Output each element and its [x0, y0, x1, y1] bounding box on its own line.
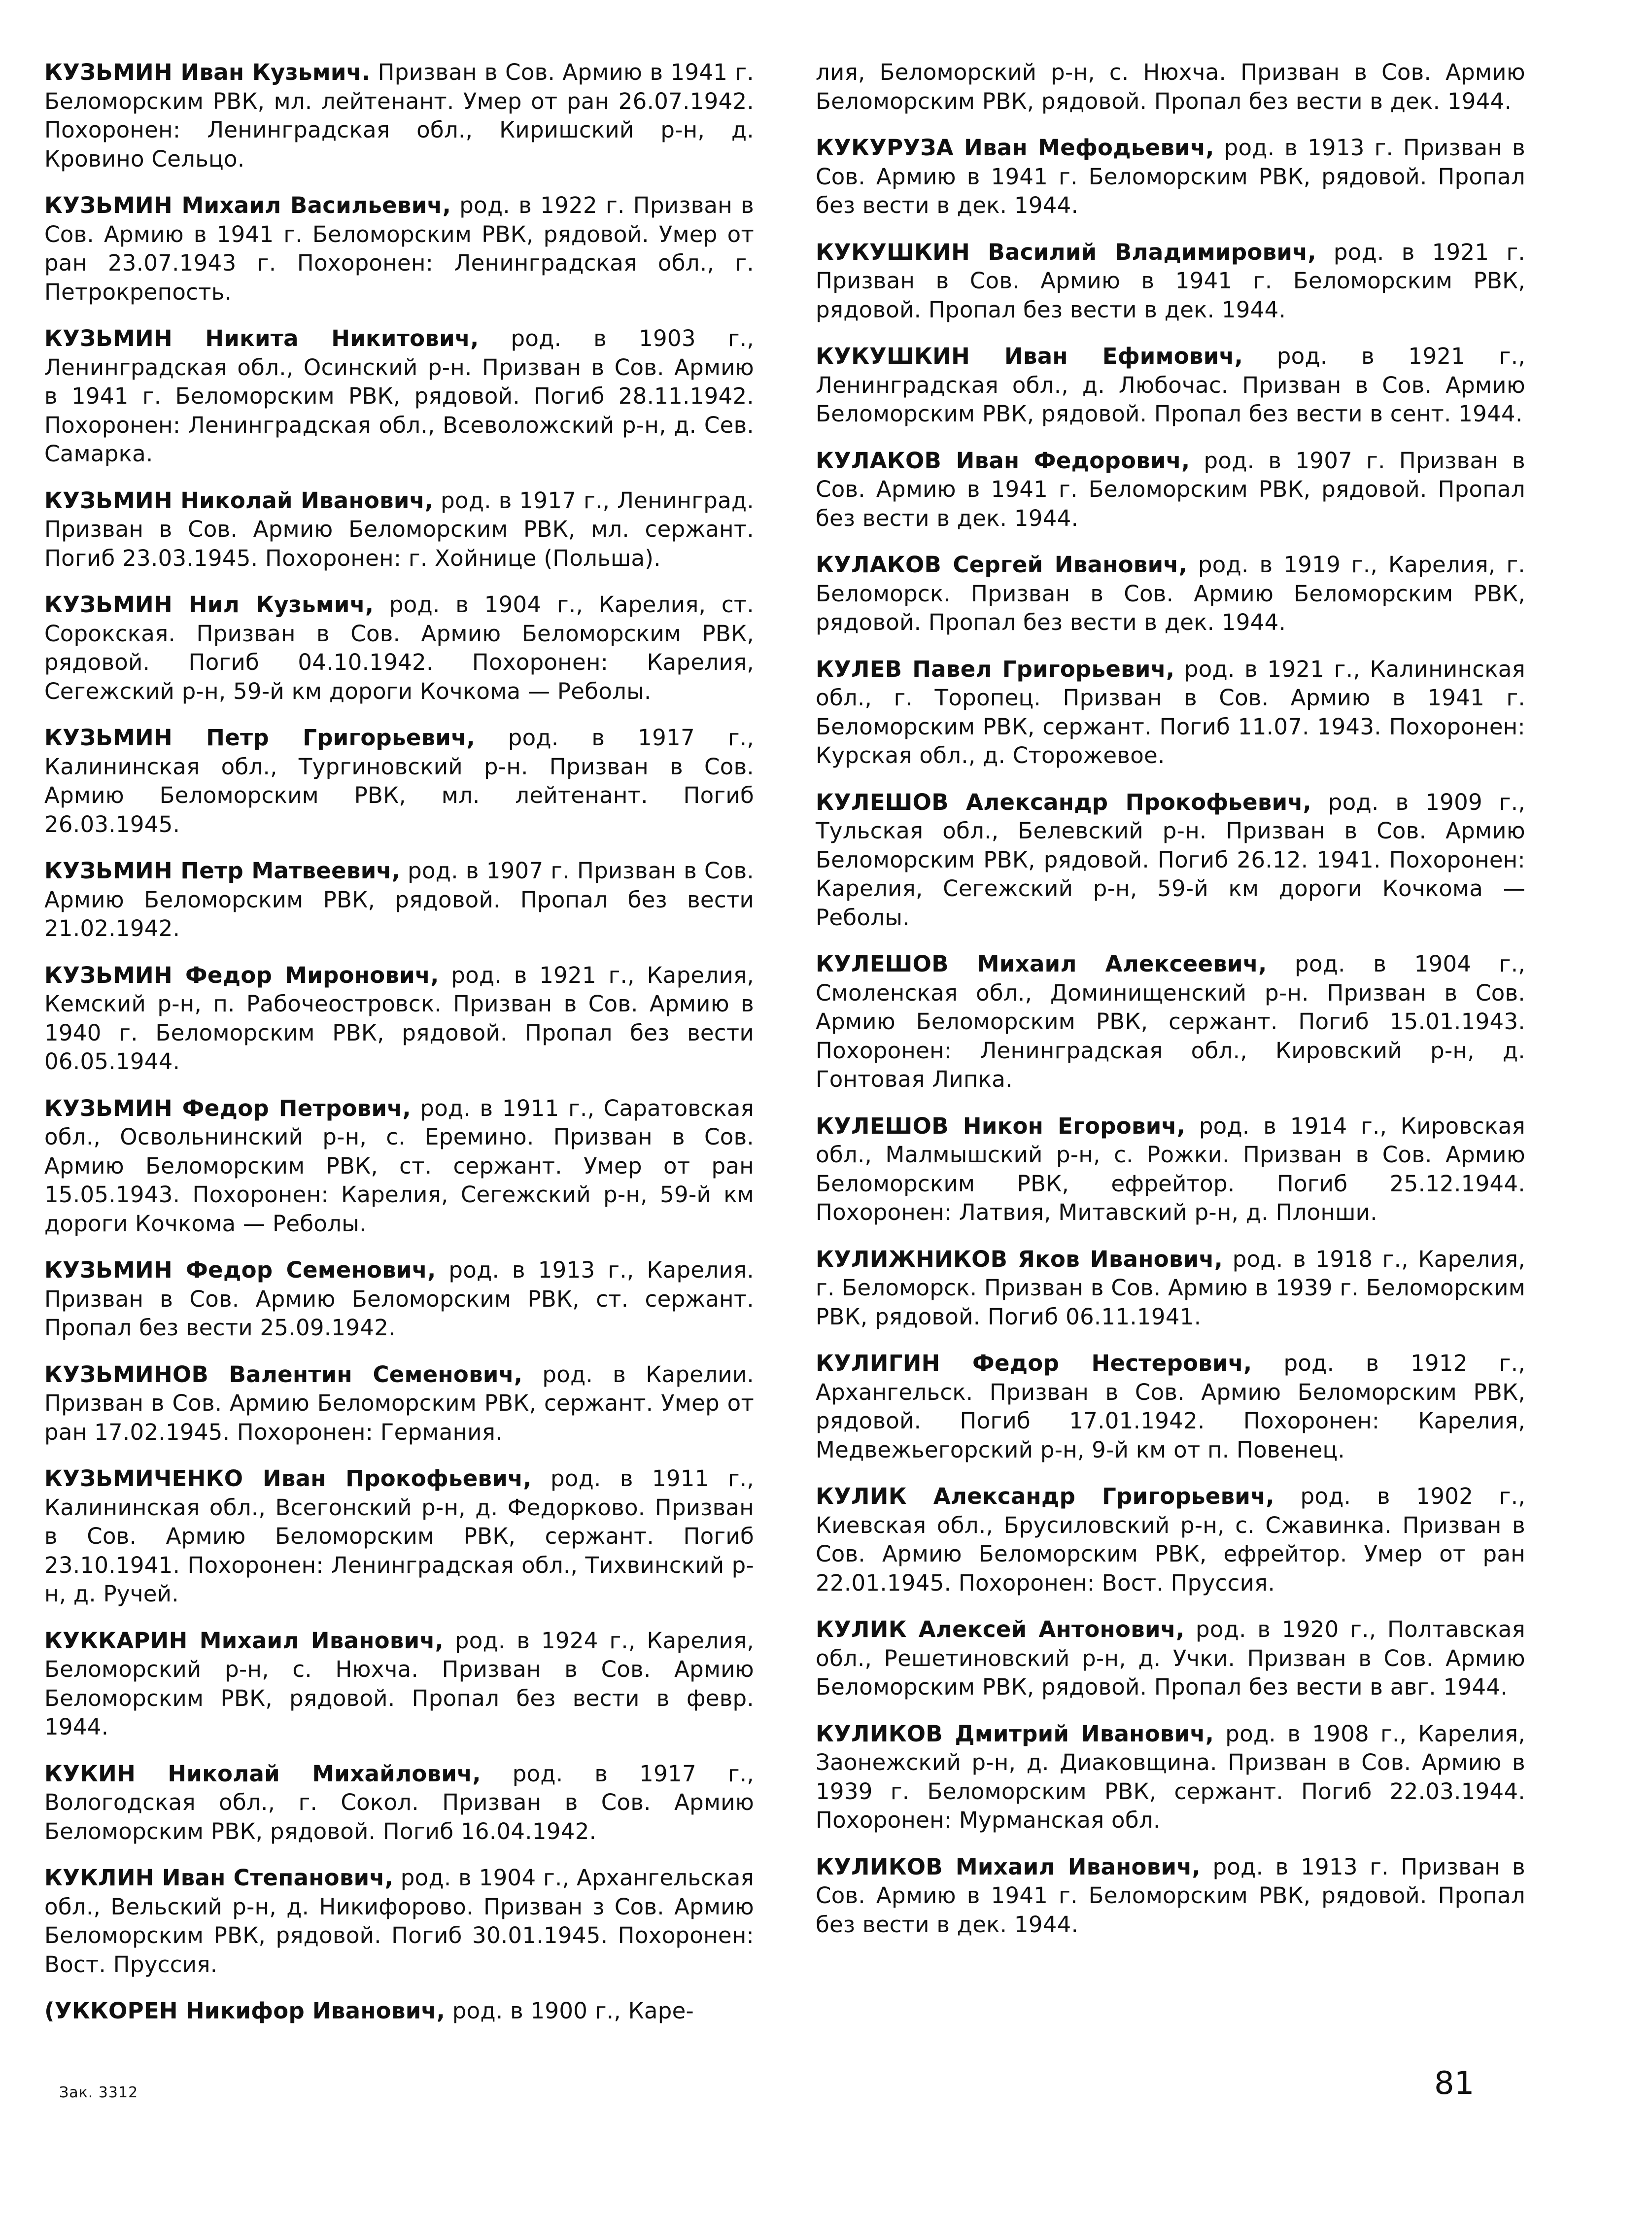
entry-text: род. в 1913 г., Карелия. Призван в Сов. Армию Беломорским РВК, ст. сержант. Пропал без вести 25.09.1942.: [44, 1257, 754, 1341]
person-name: КУЛИЖНИКОВ Яков Иванович,: [816, 1246, 1223, 1272]
biography-entry: [816, 788, 1525, 933]
person-name: КУЗЬМИН Федор Петрович,: [44, 1095, 411, 1121]
entry-text: род. в 1907 г. Призван в Сов. Армию Беломорским РВК, рядовой. Пропал без вести 21.02.1942.: [44, 858, 755, 941]
entry-text: род. в 1913 г. Призван в Сов. Армию в 1941 г. Беломорским РВК, рядовой. Пропал без вести в дек. 1944.: [816, 135, 1525, 218]
entry-text: род. в 1912 г., Архангельск. Призван в Сов. Армию Беломорским РВК, рядовой. Погиб 17.01.1942. Похоронен: Карелия, Медвежьегорский р-н, 9-й км от п. Повенец.: [816, 1350, 1525, 1463]
entry-text: род. в 1921 г., Ленинградская обл., д. Любочас. Призван в Сов. Армию Беломорским РВК, рядовой. Пропал без вести в сент. 1944.: [816, 343, 1526, 427]
biography-entry: [44, 724, 754, 839]
entry-text: род. в 1904 г., Смоленская обл., Доминищенский р-н. Призван в Сов. Армию Беломорским РВК, сержант. Погиб 15.01.1943. Похоронен: Ленинградская обл., Кировский р-н, д. Гонтовая Липка.: [816, 951, 1526, 1092]
entry-text: род. в 1902 г., Киевская обл., Брусиловский р-н, с. Сжавинка. Призван в Сов. Армию Беломорским РВК, ефрейтор. Умер от ран 22.01.1945. Похоронен: Вост. Пруссия.: [816, 1483, 1526, 1596]
person-name: КУЛЕШОВ Александр Прокофьевич,: [816, 789, 1312, 815]
person-name: КУЛЕШОВ Никон Егорович,: [816, 1112, 1186, 1139]
person-name: КУКУШКИН Василий Владимирович,: [816, 239, 1316, 265]
entry-text: род. в 1920 г., Полтавская обл., Решетиновский р-н, д. Учки. Призван в Сов. Армию Беломорским РВК, рядовой. Пропал без вести в авг. 1944.: [816, 1616, 1525, 1700]
entry-text: род. в 1921 г., Калининская обл., г. Торопец. Призван в Сов. Армию в 1941 г. Беломорским РВК, сержант. Погиб 11.07. 1943. Похоронен: Курская обл., д. Сторожевое.: [816, 656, 1526, 768]
entry-text: род. в 1921 г., Карелия, Кемский р-н, п. Рабочеостровск. Призван в Сов. Армию в 1940 г. Беломорским РВК, рядовой. Пропал без вести 06.05.1944.: [44, 962, 754, 1075]
biography-entry: [816, 1615, 1525, 1702]
biography-entry: [816, 342, 1525, 429]
biography-entry: [816, 1720, 1525, 1835]
biography-entry: [816, 134, 1525, 220]
biography-entry: [816, 1245, 1525, 1332]
entry-text: род. в Карелии. Призван в Сов. Армию Беломорским РВК, сержант. Умер от ран 17.02.1945. Похоронен: Германия.: [44, 1361, 754, 1445]
person-name: КУЛИКОВ Михаил Иванович,: [816, 1853, 1201, 1880]
biography-entry: [816, 1482, 1525, 1598]
entry-text: лия, Беломорский р-н, с. Нюхча. Призван в Сов. Армию Беломорским РВК, рядовой. Пропал без вести в дек. 1944.: [816, 59, 1525, 114]
biography-entry: [44, 58, 754, 174]
person-name: КУЗЬМИНОВ Валентин Семенович,: [44, 1361, 523, 1388]
person-name: КУЗЬМИН Никита Никитович,: [44, 325, 479, 351]
person-name: КУКЛИН Иван Степанович,: [44, 1865, 394, 1891]
entry-text: род. в 1900 г., Каре-: [445, 1998, 694, 2024]
biography-entry: [816, 238, 1525, 325]
entry-text: род. в 1913 г. Призван в Сов. Армию в 1941 г. Беломорским РВК, рядовой. Пропал без вести в дек. 1944.: [816, 1853, 1525, 1938]
biography-entry: [816, 950, 1525, 1094]
person-name: КУЗЬМИЧЕНКО Иван Прокофьевич,: [44, 1465, 532, 1492]
biography-entry: [816, 1853, 1525, 1940]
person-name: КУККАРИН Михаил Иванович,: [44, 1627, 444, 1654]
biography-entry: [816, 655, 1525, 770]
person-name: КУЗЬМИН Николай Иванович,: [44, 487, 434, 514]
person-name: КУЗЬМИН Иван Кузьмич.: [44, 59, 371, 85]
person-name: КУЗЬМИН Нил Кузьмич,: [44, 591, 374, 618]
entry-text: род. в 1909 г., Тульская обл., Белевский р-н. Призван в Сов. Армию Беломорским РВК, рядовой. Погиб 26.12. 1941. Похоронен: Карелия, Сегежский р-н, 59-й км дороги Кочкома — Реболы.: [816, 789, 1525, 931]
entry-text: род. в 1914 г., Кировская обл., Малмышский р-н, с. Рожки. Призван в Сов. Армию Беломорским РВК, ефрейтор. Погиб 25.12.1944. Похоронен: Латвия, Митавский р-н, д. Плонши.: [816, 1112, 1525, 1225]
entry-text: род. в 1911 г., Калининская обл., Всегонский р-н, д. Федорково. Призван в Сов. Армию Беломорским РВК, сержант. Погиб 23.10.1941. Похоронен: Ленинградская обл., Тихвинский р-н, д. Ручей.: [44, 1465, 755, 1607]
entry-text: род. в 1919 г., Карелия, г. Беломорск. Призван в Сов. Армию Беломорским РВК, рядовой. Пропал без вести в дек. 1944.: [816, 552, 1525, 635]
biography-entry: [44, 1094, 754, 1239]
biography-entry: [44, 1360, 754, 1447]
biography-entry: [44, 1256, 754, 1343]
biography-entry: [816, 58, 1525, 116]
person-name: КУЗЬМИН Федор Миронович,: [44, 962, 439, 988]
person-name: КУЗЬМИН Федор Семенович,: [44, 1257, 436, 1283]
person-name: КУЛЕШОВ Михаил Алексеевич,: [816, 951, 1267, 977]
person-name: (УККОРЕН Никифор Иванович,: [44, 1998, 446, 2024]
entry-text: род. в 1917 г., Калининская обл., Тургиновский р-н. Призван в Сов. Армию Беломорским РВК, мл. лейтенант. Погиб 26.03.1945.: [44, 725, 754, 837]
person-name: КУЗЬМИН Петр Григорьевич,: [44, 725, 475, 751]
biography-entry: [44, 591, 754, 706]
entry-text: род. в 1904 г., Карелия, ст. Сорокская. Призван в Сов. Армию Беломорским РВК, рядовой. Погиб 04.10.1942. Похоронен: Карелия, Сегежский р-н, 59-й км дороги Кочкома — Реболы.: [44, 591, 754, 704]
biography-entry: [816, 1112, 1525, 1227]
order-number: Зак. 3312: [59, 2084, 138, 2101]
biography-entry: [44, 1864, 754, 1979]
person-name: КУКИН Николай Михайлович,: [44, 1760, 481, 1787]
biography-entry: [44, 191, 754, 307]
person-name: КУКУРУЗА Иван Мефодьевич,: [816, 135, 1214, 161]
entry-text: род. в 1908 г., Карелия, Заонежский р-н, д. Диаковщина. Призван в Сов. Армию в 1939 г. Беломорским РВК, сержант. Погиб 22.03.1944. Похоронен: Мурманская обл.: [816, 1720, 1526, 1833]
entry-text: род. в 1903 г., Ленинградская обл., Осинский р-н. Призван в Сов. Армию в 1941 г. Беломорским РВК, рядовой. Погиб 28.11.1942. Похоронен: Ленинградская обл., Всеволожский р-н, д. Сев. Самарка.: [44, 325, 755, 467]
entry-text: род. в 1911 г., Саратовская обл., Освольнинский р-н, с. Еремино. Призван в Сов. Армию Беломорским РВК, ст. сержант. Умер от ран 15.05.1943. Похоронен: Карелия, Сегежский р-н, 59-й км дороги Кочкома — Реболы.: [44, 1095, 754, 1237]
biography-entry: [44, 1627, 754, 1742]
entry-text: род. в 1922 г. Призван в Сов. Армию в 1941 г. Беломорским РВК, рядовой. Умер от ран 23.07.1943 г. Похоронен: Ленинградская обл., г. Петрокрепость.: [44, 192, 754, 305]
person-name: КУЛИГИН Федор Нестерович,: [816, 1350, 1252, 1376]
biography-entry: [44, 857, 754, 943]
right-column: [816, 58, 1525, 1957]
person-name: КУКУШКИН Иван Ефимович,: [816, 343, 1243, 369]
person-name: КУЗЬМИН Михаил Васильевич,: [44, 192, 451, 218]
left-column: [44, 58, 754, 2044]
biography-entry: [44, 486, 754, 573]
entry-text: род. в 1917 г., Ленинград. Призван в Сов. Армию Беломорским РВК, мл. сержант. Погиб 23.03.1945. Похоронен: г. Хойнице (Польша).: [44, 487, 754, 571]
person-name: КУЛАКОВ Сергей Иванович,: [816, 552, 1187, 578]
biography-entry: [44, 1464, 754, 1609]
entry-text: род. в 1904 г., Архангельская обл., Вельский р-н, д. Никифорово. Призван з Сов. Армию Беломорским РВК, рядовой. Погиб 30.01.1945. Похоронен: Вост. Пруссия.: [44, 1865, 755, 1978]
person-name: КУЛЕВ Павел Григорьевич,: [816, 656, 1175, 682]
entry-text: род. в 1917 г., Вологодская обл., г. Сокол. Призван в Сов. Армию Беломорским РВК, рядовой. Погиб 16.04.1942.: [44, 1760, 755, 1844]
biography-entry: [816, 447, 1525, 533]
biography-entry: [44, 961, 754, 1077]
person-name: КУЛИК Алексей Антонович,: [816, 1616, 1185, 1642]
person-name: КУЗЬМИН Петр Матвеевич,: [44, 858, 401, 884]
entry-text: род. в 1921 г. Призван в Сов. Армию в 1941 г. Беломорским РВК, рядовой. Пропал без вести в дек. 1944.: [816, 239, 1525, 323]
entry-text: Призван в Сов. Армию в 1941 г. Беломорским РВК, мл. лейтенант. Умер от ран 26.07.1942. Похоронен: Ленинградская обл., Киришский р-н, д. Кровино Сельцо.: [44, 59, 754, 172]
biography-entry: [44, 1997, 754, 2026]
person-name: КУЛАКОВ Иван Федорович,: [816, 447, 1190, 474]
biography-entry: [816, 551, 1525, 637]
biography-entry: [44, 324, 754, 469]
biography-entry: [44, 1760, 754, 1846]
biography-entry: [816, 1349, 1525, 1464]
entry-text: род. в 1924 г., Карелия, Беломорский р-н, с. Нюхча. Призван в Сов. Армию Беломорским РВК, рядовой. Пропал без вести в февр. 1944.: [44, 1627, 754, 1740]
entry-text: род. в 1918 г., Карелия, г. Беломорск. Призван в Сов. Армию в 1939 г. Беломорским РВК, рядовой. Погиб 06.11.1941.: [816, 1246, 1526, 1330]
page-number: 81: [1434, 2065, 1475, 2102]
person-name: КУЛИК Александр Григорьевич,: [816, 1483, 1274, 1509]
entry-text: род. в 1907 г. Призван в Сов. Армию в 1941 г. Беломорским РВК, рядовой. Пропал без вести в дек. 1944.: [816, 447, 1525, 531]
person-name: КУЛИКОВ Дмитрий Иванович,: [816, 1720, 1214, 1747]
